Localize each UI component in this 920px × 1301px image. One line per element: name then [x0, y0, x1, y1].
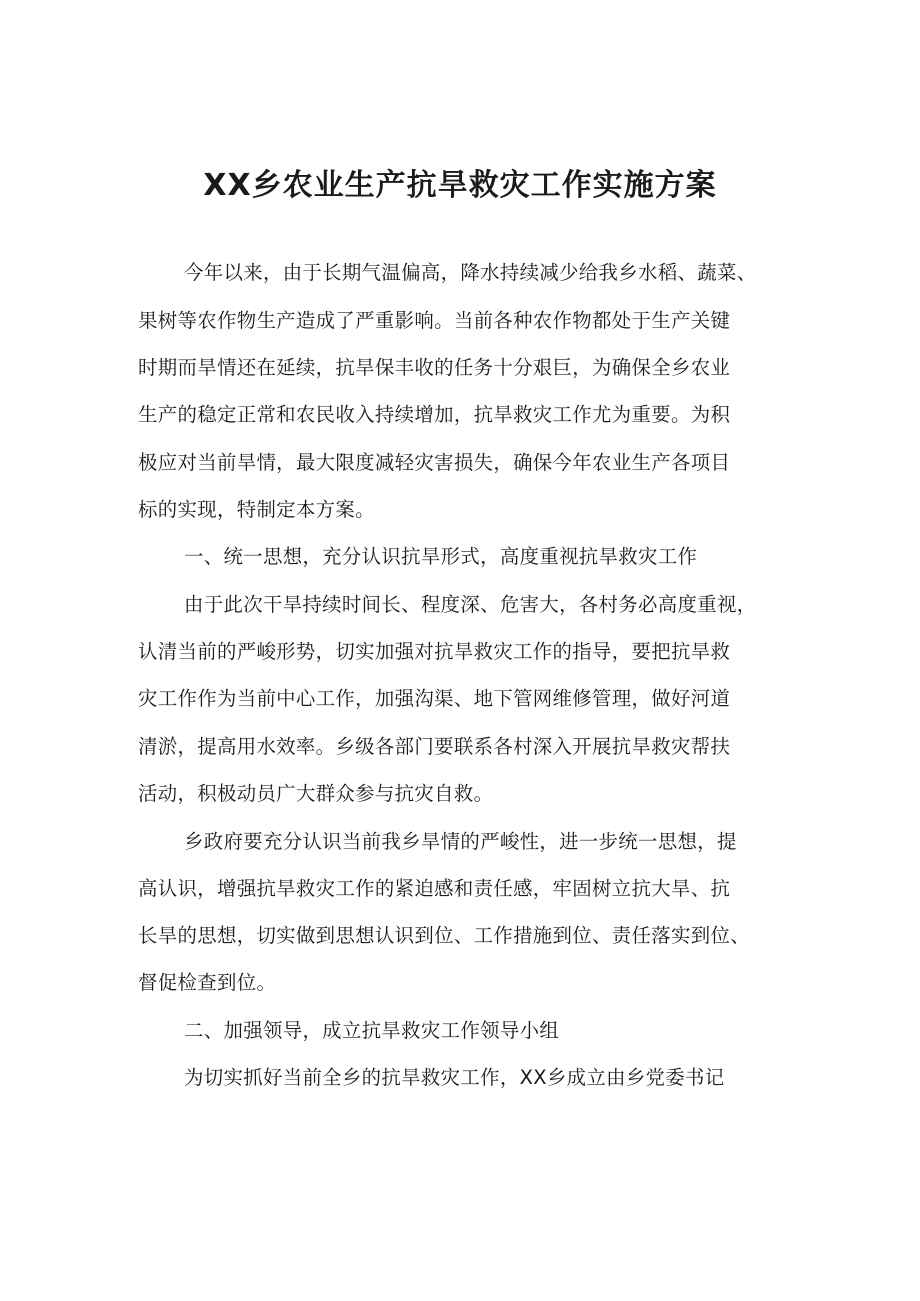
paragraph-line: 活动，积极动员广大群众参与抗灾自救。	[138, 782, 494, 805]
paragraph-line: 清淤，提高用水效率。乡级各部门要联系各村深入开展抗旱救灾帮扶	[138, 735, 731, 758]
paragraph-line: 高认识，增强抗旱救灾工作的紧迫感和责任感，牢固树立抗大旱、抗	[138, 877, 731, 900]
section-heading: 一、统一思想，充分认识抗旱形式，高度重视抗旱救灾工作	[184, 545, 698, 568]
paragraph-line: 由于此次干旱持续时间长、程度深、危害大，各村务必高度重视，	[184, 593, 757, 616]
paragraph-line: 标的实现，特制定本方案。	[138, 498, 375, 521]
paragraph-line: 认清当前的严峻形势，切实加强对抗旱救灾工作的指导，要把抗旱救	[138, 640, 731, 663]
paragraph-line: 今年以来，由于长期气温偏高，降水持续减少给我乡水稻、蔬菜、	[184, 261, 757, 284]
paragraph-line: 长旱的思想，切实做到思想认识到位、工作措施到位、责任落实到位、	[138, 924, 750, 947]
paragraph-line: 督促检查到位。	[138, 971, 277, 994]
paragraph-line: 时期而旱情还在延续，抗旱保丰收的任务十分艰巨，为确保全乡农业	[138, 356, 731, 379]
paragraph-line: 乡政府要充分认识当前我乡旱情的严峻性，进一步统一思想，提	[184, 830, 737, 853]
paragraph-line: 为切实抓好当前全乡的抗旱救灾工作，XX乡成立由乡党委书记	[184, 1066, 725, 1089]
paragraph-line: 果树等农作物生产造成了严重影响。当前各种农作物都处于生产关键	[138, 309, 731, 332]
document-title: XX乡农业生产抗旱救灾工作实施方案	[203, 168, 717, 203]
paragraph-line: 灾工作作为当前中心工作，加强沟渠、地下管网维修管理，做好河道	[138, 687, 731, 710]
paragraph-line: 生产的稳定正常和农民收入持续增加，抗旱救灾工作尤为重要。为积	[138, 403, 731, 426]
paragraph-line: 极应对当前旱情，最大限度减轻灾害损失，确保今年农业生产各项目	[138, 451, 731, 474]
section-heading: 二、加强领导，成立抗旱救灾工作领导小组	[184, 1019, 560, 1042]
